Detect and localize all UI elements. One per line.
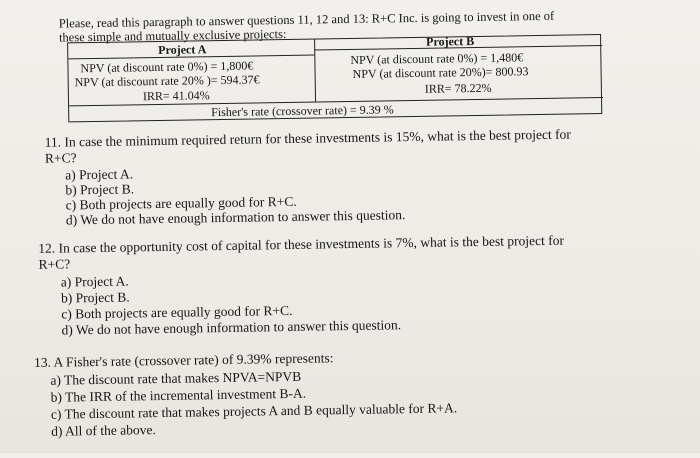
question-12-option-a: a) Project A. <box>60 273 129 290</box>
question-12-line-1: 12. In case the opportunity cost of capital for these investments is 7%, what is the best project for <box>38 232 564 256</box>
projects-table <box>67 34 602 122</box>
question-11-option-b: b) Project B. <box>65 181 135 198</box>
project-b-npv20: NPV (at discount rate 20%)= 800.93 <box>352 64 529 81</box>
project-a-npv0: NPV (at discount rate 0%) = 1,800€ <box>80 58 254 76</box>
project-a-irr: IRR= 41.04% <box>142 88 210 104</box>
question-13-line-1: 13. A Fisher's rate (crossover rate) of 9.39% represents: <box>33 350 334 370</box>
question-12-option-b: b) Project B. <box>60 289 130 306</box>
question-12-option-c: c) Both projects are equally good for R+C. <box>61 302 293 322</box>
question-12-option-d: d) We do not have enough information to answer this question. <box>61 317 402 338</box>
project-b-irr: IRR= 78.22% <box>424 80 492 96</box>
question-13-option-a: a) The discount rate that makes NPVA=NPVB <box>50 368 302 388</box>
question-11-line-1: 11. In case the minimum required return for these investments is 15%, what is the best project for <box>44 126 571 150</box>
project-a-header: Project A <box>158 42 207 57</box>
project-a-npv20: NPV (at discount rate 20% )= 594.37€ <box>74 72 260 90</box>
intro-line-1: Please, read this paragraph to answer questions 11, 12 and 13: R+C Inc. is going to invest in one of <box>58 8 555 31</box>
question-13-option-d: d) All of the above. <box>51 422 156 439</box>
question-11-option-c: c) Both projects are equally good for R+C. <box>65 193 297 213</box>
project-b-header: Project B <box>426 34 475 49</box>
question-12-line-2: R+C? <box>38 256 71 272</box>
question-11-option-a: a) Project A. <box>65 166 134 183</box>
project-b-npv0: NPV (at discount rate 0%) = 1,480€ <box>350 50 524 67</box>
question-11-line-2: R+C? <box>44 150 77 166</box>
question-11-option-d: d) We do not have enough information to answer this question. <box>65 207 406 228</box>
question-13-option-c: c) The discount rate that makes projects A and B equally valuable for R+A. <box>50 400 458 422</box>
question-13-option-b: b) The IRR of the incremental investment B-A. <box>50 385 307 405</box>
fisher-rate: Fisher's rate (crossover rate) = 9.39 % <box>211 102 394 120</box>
intro-line-2: these simple and mutually exclusive projects: <box>58 26 287 45</box>
